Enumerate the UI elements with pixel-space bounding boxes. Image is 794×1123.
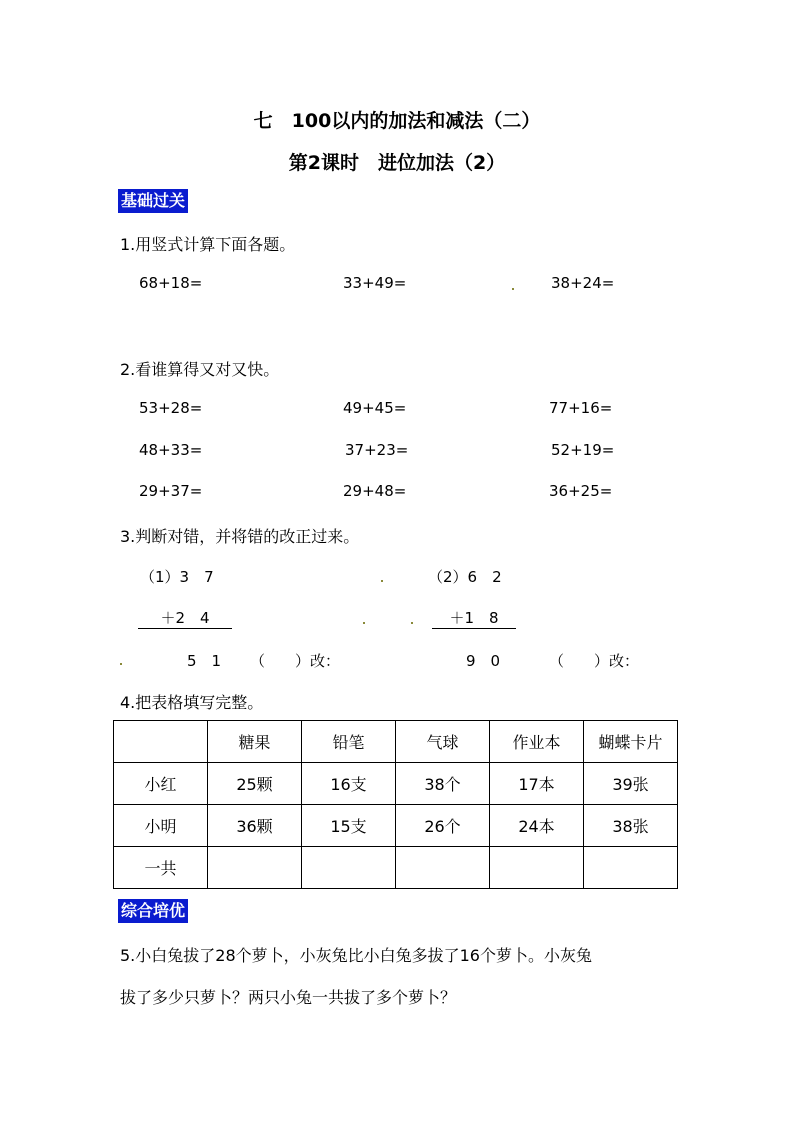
q3-p2-answer-blank[interactable]: （ ）改： (549, 652, 640, 670)
table-header-cell: 糖果 (208, 721, 302, 763)
q2-item: 36+25= (549, 482, 613, 500)
table-header-cell: 气球 (396, 721, 490, 763)
table-cell: 24本 (490, 805, 584, 847)
q3-p1-result: 5 1 (187, 652, 222, 670)
table-cell: 16支 (302, 763, 396, 805)
table-header-cell (114, 721, 208, 763)
unit-title: 七 100以内的加法和减法（二） (253, 110, 541, 132)
q2-item: 29+37= (139, 482, 203, 500)
q1-item-2: 33+49= (343, 274, 407, 292)
table-header-cell: 蝴蝶卡片 (584, 721, 678, 763)
table-cell: 36颗 (208, 805, 302, 847)
table-answer-cell[interactable] (584, 847, 678, 889)
lesson-title: 第2课时 进位加法（2） (288, 152, 506, 174)
table-header-row (114, 721, 678, 763)
q1-prompt: 1.用竖式计算下面各题。 (120, 235, 296, 254)
q1-item-3: 38+24= (551, 274, 615, 292)
q3-prompt: 3.判断对错，并将错的改正过来。 (120, 527, 360, 546)
q2-item: 49+45= (343, 399, 407, 417)
stray-dot (381, 580, 383, 582)
table-cell: 38个 (396, 763, 490, 805)
table-cell: 小明 (114, 805, 208, 847)
table-cell: 38张 (584, 805, 678, 847)
table-row (114, 847, 678, 889)
table-header-cell: 铅笔 (302, 721, 396, 763)
q4-prompt: 4.把表格填写完整。 (120, 693, 264, 712)
table-row (114, 805, 678, 847)
q2-item: 48+33= (139, 441, 203, 459)
q1-item-1: 68+18= (139, 274, 203, 292)
q2-item: 52+19= (551, 441, 615, 459)
data-table (113, 720, 678, 889)
stray-dot (120, 663, 122, 665)
stray-dot (512, 288, 514, 290)
table-cell: 26个 (396, 805, 490, 847)
table-answer-cell[interactable] (490, 847, 584, 889)
q5-line-2: 拔了多少只萝卜？两只小兔一共拔了多个萝卜？ (120, 988, 457, 1007)
q2-item: 37+23= (345, 441, 409, 459)
q3-p1-addend: ＋2 4 (138, 607, 232, 629)
q2-item: 77+16= (549, 399, 613, 417)
q3-p2-label: （2）6 2 (428, 568, 502, 586)
table-cell: 17本 (490, 763, 584, 805)
section-advanced-label: 综合培优 (118, 899, 188, 923)
table-cell: 一共 (114, 847, 208, 889)
stray-dot (363, 622, 365, 624)
table-answer-cell[interactable] (208, 847, 302, 889)
table-row (114, 763, 678, 805)
table-cell: 25颗 (208, 763, 302, 805)
q3-p2-result: 9 0 (466, 652, 501, 670)
table-cell: 39张 (584, 763, 678, 805)
q2-item: 53+28= (139, 399, 203, 417)
section-basic-label: 基础过关 (118, 189, 188, 213)
table-answer-cell[interactable] (396, 847, 490, 889)
q3-p1-answer-blank[interactable]: （ ）改： (250, 652, 341, 670)
q2-prompt: 2.看谁算得又对又快。 (120, 360, 280, 379)
q2-item: 29+48= (343, 482, 407, 500)
q5-line-1: 5.小白兔拔了28个萝卜，小灰兔比小白兔多拔了16个萝卜。小灰兔 (120, 946, 592, 965)
table-header-cell: 作业本 (490, 721, 584, 763)
table-cell: 15支 (302, 805, 396, 847)
stray-dot (411, 622, 413, 624)
table-cell: 小红 (114, 763, 208, 805)
q3-p2-addend: ＋1 8 (432, 607, 516, 629)
q3-p1-label: （1）3 7 (140, 568, 214, 586)
table-answer-cell[interactable] (302, 847, 396, 889)
